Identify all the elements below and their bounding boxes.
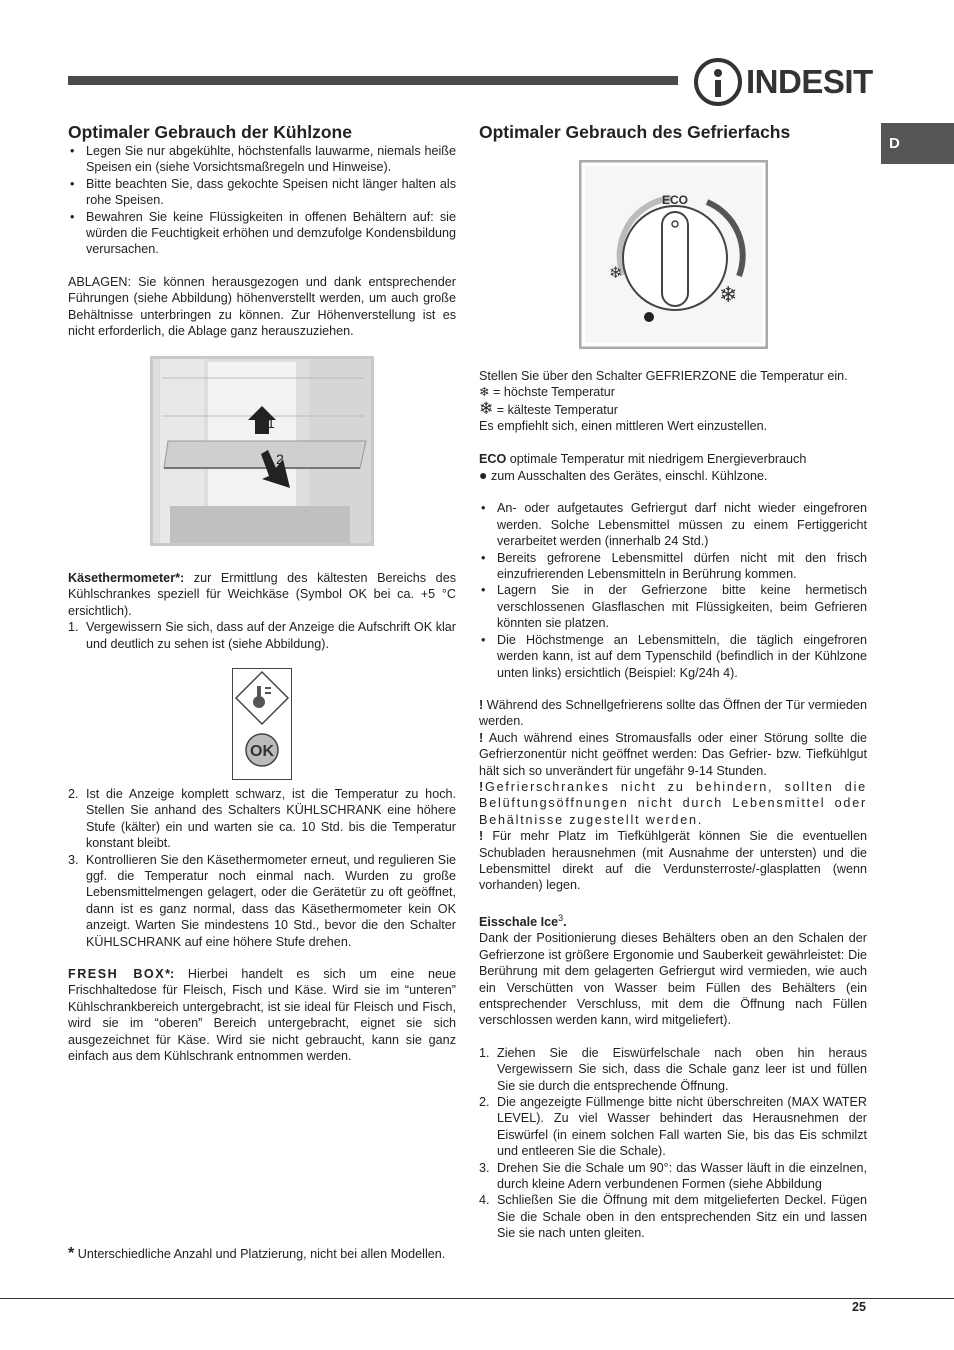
recommendation: Es empfiehlt sich, einen mittleren Wert einzustellen. (479, 419, 768, 434)
header-rule (68, 76, 678, 85)
off-dot-icon (644, 312, 654, 322)
logo-i-icon (694, 58, 742, 106)
list-item (68, 852, 456, 950)
list-item: • Bereits gefrorene Lebensmittel dürfen nicht mit den frisch einzufrierenden Lebensmitteln in Berührung kommen. (479, 550, 867, 583)
step-number: 2. (68, 787, 79, 801)
indesit-logo (694, 58, 874, 106)
list-item (68, 619, 456, 652)
cheese-thermometer-figure (232, 668, 292, 780)
legend-coldest: ❄ = kälteste Temperatur (479, 398, 618, 418)
kase-steps-continued (68, 786, 456, 1065)
list-item: • Bewahren Sie keine Flüssigkeiten in offenen Behältern auf: sie würden die Feuchtigkeit erhöhen und demzufolge Kondensbildung verursachen. (68, 209, 456, 258)
list-item: • Die Höchstmenge an Lebensmitteln, die täglich eingefroren werden kann, ist auf dem Typenschild (befindlich in der Kühlzone unten links) ersichtlich (Beispiel: Kg/24h 4). (479, 632, 867, 681)
list-item: 1. Ziehen Sie die Eiswürfelschale nach oben hin heraus Vergewissern Sie sich, dass die Schale ganz leer ist und füllen Sie sie durch die entsprechende Öffnung. (479, 1045, 867, 1093)
step-number: 1. (68, 620, 79, 635)
list-item: • Legen Sie nur abgekühlte, höchstenfalls lauwarme, niemals heiße Speisen ein (siehe Vorsichtsmaßregeln und Hinweise). (68, 143, 456, 176)
footer-rule (0, 1298, 954, 1299)
snowflake-large-icon: ❄ (479, 398, 494, 418)
warning-4: ! Für mehr Platz im Tiefkühlgerät können Sie die eventuellen Schubladen herausnehmen (mit Ausnahme der untersten) und die Lebensmittel direkt auf die Verdunsterroste/-glasplatten (wenn vorhanden) legen. (479, 829, 867, 893)
legend-highest: ❄ = höchste Temperatur (479, 385, 615, 400)
warning-3: !Gefrierschrankes nicht zu behindern, sollten die Belüftungsöffnungen nicht durch Lebensmittel oder Behältnisse zugestellt werden. (479, 779, 867, 827)
freezer-section (479, 368, 867, 1242)
left-section-title: Optimaler Gebrauch der Kühlzone (68, 122, 352, 142)
shelf-label-1: 1 (267, 415, 275, 431)
step-number: 3. (68, 852, 79, 867)
intro-text: Stellen Sie über den Schalter GEFRIERZONE die Temperatur ein. (479, 369, 848, 383)
ice-tray-text: Dank der Positionierung dieses Behälters oben an den Schalen der Gefrierzone ist größere Ergonomie und Sauberkeit gewährleistet: Die Berührung mit dem gelagerten Gefriergut wird vermieden, wie auch ein Verschütten von Wasser beim Füllen des Behälters (ein entsprechender Verschluss, mit dem die Öffnung nach Füllen verschlossen werden kann, wird mitgeliefert). (479, 931, 867, 1028)
snowflake-small-icon: ❄ (609, 265, 623, 282)
language-tab: D (881, 123, 954, 164)
fresh-box-star: *: (165, 967, 175, 982)
snowflake-small-icon: ❄ (479, 385, 490, 400)
kase-paragraph (68, 570, 456, 619)
ice-tray-heading: Eisschale Ice$^3$. (479, 912, 567, 929)
warning-1: ! Während des Schnellgefrierens sollte das Öffnen der Tür vermieden werden. (479, 697, 867, 729)
kase-label: Käsethermometer (68, 571, 176, 585)
left-intro (68, 143, 456, 339)
freezer-dial-figure (579, 160, 768, 349)
footnote-text: Unterschiedliche Anzahl und Platzierung, nicht bei allen Modellen. (74, 1247, 446, 1261)
footnote-star: * (68, 1245, 75, 1262)
list-item: 4. Schließen Sie die Öffnung mit dem mitgelieferten Deckel. Fügen Sie die Schale oben in den entsprechenden Sitz ein und lassen Sie sie nach unten gleiten. (479, 1193, 867, 1241)
kase-star: *: (175, 571, 185, 585)
footnote (68, 1246, 456, 1262)
right-section-title: Optimaler Gebrauch des Gefrierfachs (479, 122, 791, 142)
list-item: • Lagern Sie in der Gefrierzone bitte keine hermetisch verschlossenen Glasflaschen mit Flüssigkeiten, beim Gefrieren könnten sie platzen. (479, 582, 867, 631)
off-description: ● zum Ausschalten des Gerätes, einschl. Kühlzone. (479, 467, 768, 484)
list-item: 3. Drehen Sie die Schale um 90°: das Wasser läuft in die einzelnen, durch kleine Adern verbundenen Formen (siehe Abbildung (479, 1160, 867, 1192)
list-item (68, 786, 456, 852)
ablagen-paragraph: ABLAGEN: Sie können herausgezogen und dank entsprechender Führungen (siehe Abbildung) höhenverstellt werden, um auch große Behältnisse unterbringen zu können. Zur Höhenverstellung ist es nicht erforderlich, die Ablage ganz herauszuziehen. (68, 274, 456, 339)
step-text: Kontrollieren Sie den Käsethermometer erneut, und regulieren Sie ggf. die Temperatur noch einmal nach. Wurden zu große Lebensmittelmengen gelagert, oder die Gerätetür zu oft geöffnet, dann ist es ganz normal, dass das Käsethermometer kein OK anzeigt. Warten Sie mindestens 10 Std., bevor die den Schalter KÜHLSCHRANK auf eine höhere Stufe drehen. (86, 852, 456, 949)
eco-description: ECO optimale Temperatur mit niedrigem Energieverbrauch (479, 451, 807, 466)
list-item: 2. Die angezeigte Füllmenge bitte nicht überschreiten (MAX WATER LEVEL). Zu viel Wasser behindert das Herausnehmen der Eiswürfel (in einem solchen Fall warten Sie, bis das Eis schmilzt und entleeren Sie die Schale). (479, 1095, 867, 1159)
shelf-adjustment-figure (150, 356, 374, 546)
warning-2: ! Auch während eines Stromausfalls oder einer Störung sollte die Gefrierzonentür nicht geöffnet werden: Das Gefrier- bzw. Tiefkühlgut hält sich so unverändert für ungefähr 9-14 Stunden. (479, 730, 867, 778)
step-text: Ist die Anzeige komplett schwarz, ist die Temperatur zu hoch. Stellen Sie anhand des Schalters KÜHLSCHRANK eine höhere Stufe (kälter) ein und warten sie ca. 10 Std. bis die Temperatur konstant bleibt. (86, 787, 456, 851)
list-item: • An- oder aufgetautes Gefriergut darf nicht wieder eingefroren werden. Solche Lebensmittel müssen zu einem Fertiggericht verarbeitet werden (innerhalb 24 Std.) (479, 500, 867, 549)
eco-label: ECO (661, 193, 689, 207)
fresh-box-text: Hierbei handelt es sich um eine neue Frischhaltedose für Fleisch, Fisch und Käse. Wird sie im “unteren” Kühlschrankbereich untergebracht, ist sie ideal für Fleisch und Fisch, wird sie im “oberen” Bereich untergebracht, eignet sie sich ausgezeichnet für Käse. Wird sie nicht gebraucht, kann sie ganz einfach aus dem Kühlschrank entnommen werden. (68, 967, 456, 1064)
fresh-box-label: FRESH BOX (68, 967, 166, 982)
step-text: Vergewissern Sie sich, dass auf der Anzeige die Aufschrift OK klar und deutlich zu sehen ist (siehe Abbildung). (86, 620, 456, 651)
ok-label: OK (250, 743, 274, 760)
off-dot-icon: ● (479, 467, 488, 484)
fresh-box-paragraph (68, 966, 456, 1064)
snowflake-large-icon: ❄ (719, 282, 738, 307)
brand-name: INDESIT (746, 63, 873, 100)
page-number: 25 (852, 1300, 866, 1314)
shelf-label-2: 2 (276, 451, 284, 467)
kase-text: zur Ermittlung des kältesten Bereichs des Kühlschrankes speziell für Weichkäse (Symbol OK bei ca. +5 °C ersichtlich). (68, 571, 456, 618)
eco-term: ECO (479, 451, 507, 466)
list-item: • Bitte beachten Sie, dass gekochte Speisen nicht länger halten als rohe Speisen. (68, 176, 456, 209)
kase-section (68, 570, 456, 652)
